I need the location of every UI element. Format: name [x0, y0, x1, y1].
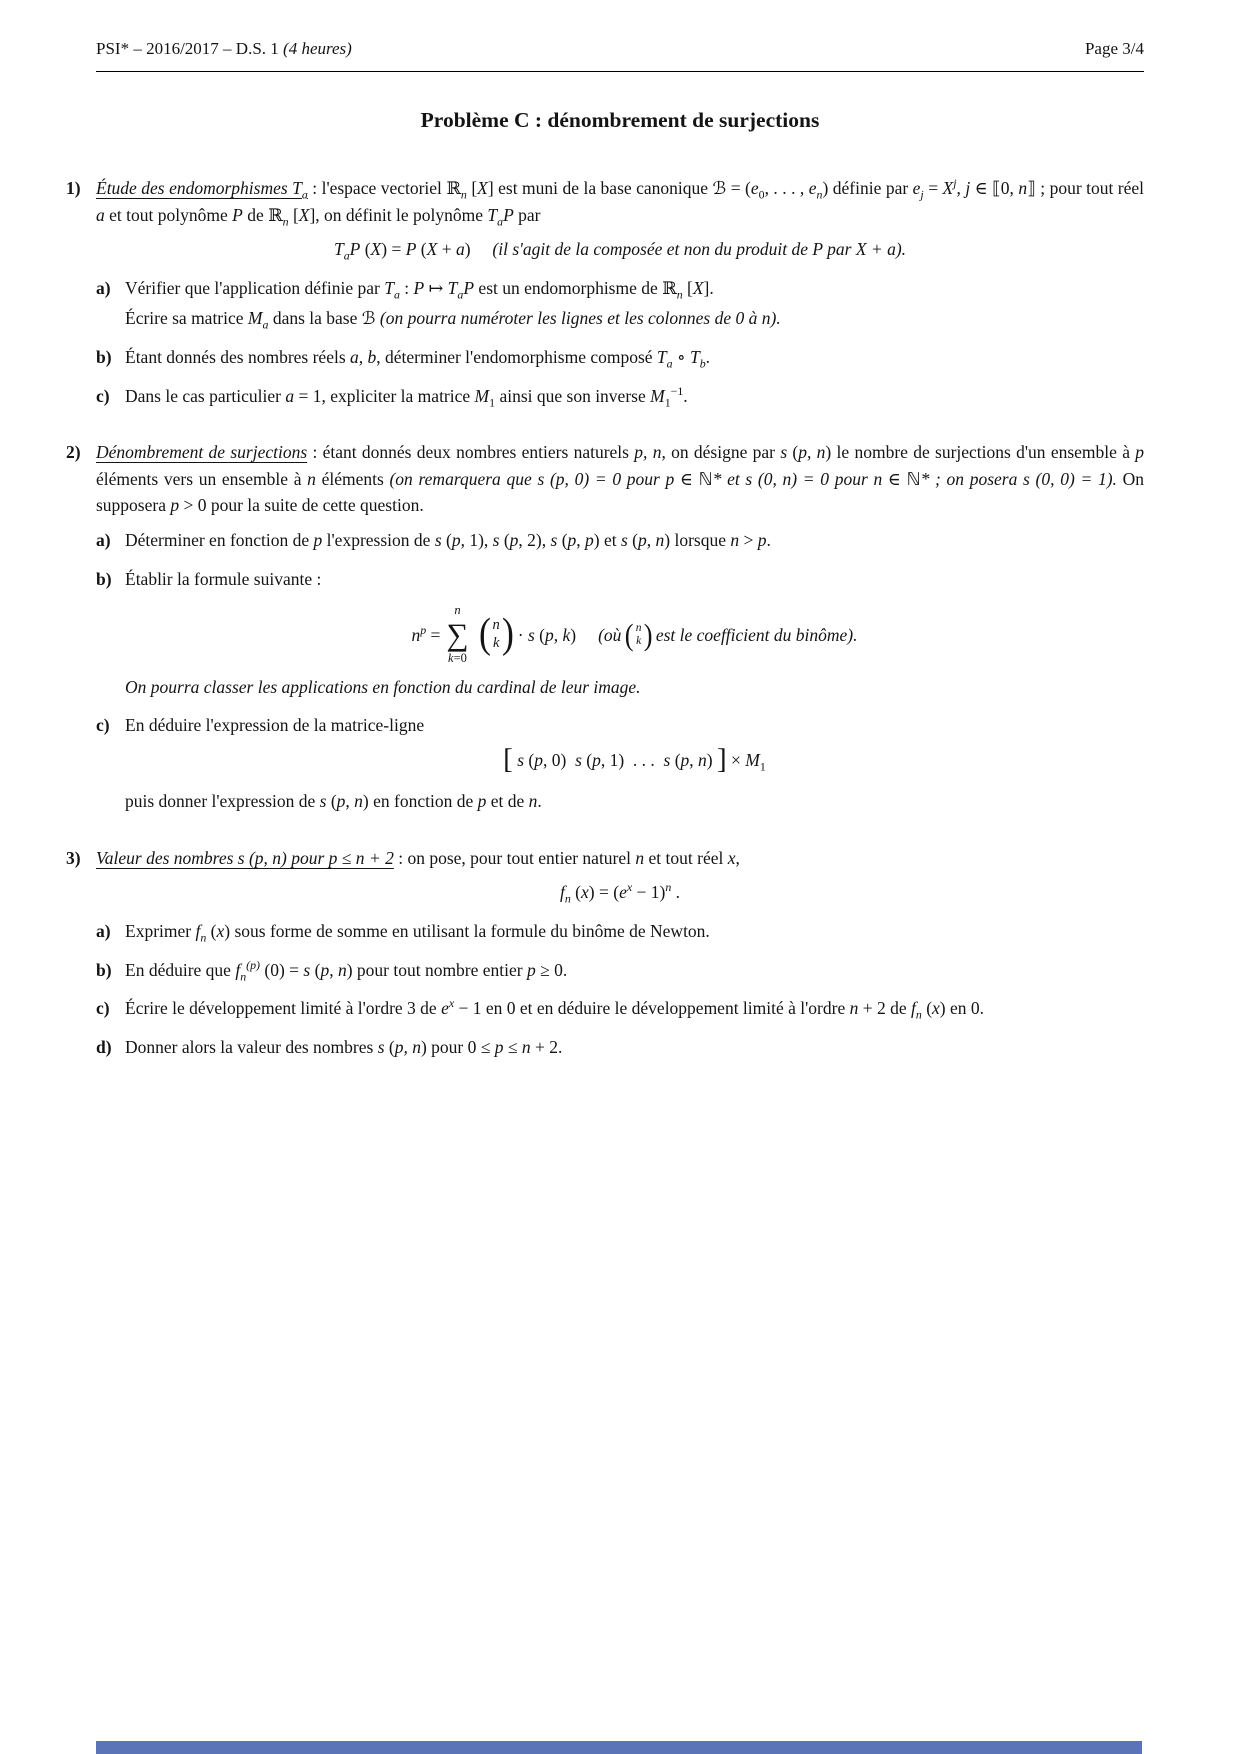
- binom-note-paren-open: (: [625, 617, 634, 653]
- q3-item-a: [96, 918, 1144, 949]
- question-1-intro: Étude des endomorphismes $T_a$ : l'espace vectoriel ℝ$_n$ [X] est muni de la base canonique ℬ = ($e_0$, . . . , $e_n$) définie par $e_j = X^j$, j ∈ ⟦0, n⟧ ; pour tout réel a et tout polynôme P de ℝ$_n$ [X], on définit le polynôme $T_aP$ par: [96, 176, 1145, 229]
- q2-item-c-body: [125, 712, 1144, 819]
- q2-item-b-label: b): [96, 568, 112, 589]
- binomial-coefficient: [478, 610, 515, 657]
- matrix-bracket-close: ]: [717, 743, 727, 776]
- q1-item-c-label: c): [96, 385, 110, 406]
- sum-lower-bound: k=0: [448, 650, 467, 665]
- question-1-formula: $T_aP$ (X) = P (X + a) (il s'agit de la composée et non du produit de P par X + a).: [333, 239, 907, 263]
- question-1-body: [96, 175, 1144, 421]
- q3-item-b-body: [125, 957, 1144, 988]
- matrix-times-m1: × $M_1$: [726, 749, 766, 774]
- q3-item-b: [96, 957, 1144, 988]
- binom-top: n: [492, 617, 500, 634]
- header-page-number: Page 3/4: [1084, 39, 1144, 58]
- question-3-body: [96, 845, 1144, 1073]
- q2-b-text: Établir la formule suivante :: [125, 568, 322, 589]
- q2-a-text: Déterminer en fonction de p l'expression de s (p, 1), s (p, 2), s (p, p) et s (p, n) lorsque n > p.: [125, 529, 771, 550]
- question-2-intro: Dénombrement de surjections : étant donnés deux nombres entiers naturels p, n, on désigne par s (p, n) le nombre de surjections d'un ensemble à p éléments vers un ensemble à n éléments (on remarquera que s (p, 0) = 0 pour p ∈ ℕ* et s (0, n) = 0 pour n ∈ ℕ* ; on posera s (0, 0) = 1). On supposera p > 0 pour la suite de cette question.: [96, 442, 1145, 516]
- q2-item-a-body: [125, 527, 1144, 558]
- q1-item-c-body: [125, 383, 1144, 414]
- q3-item-c: [96, 995, 1144, 1026]
- q3-item-a-body: [125, 918, 1144, 949]
- question-3-formula: $f_n$ $(x) = (e^x - 1)^n$ .: [559, 880, 681, 906]
- q3-item-a-label: a): [96, 921, 111, 942]
- q2-item-a-label: a): [96, 529, 111, 550]
- q2-item-a: [96, 527, 1144, 558]
- q3-b-text: En déduire que $f_n^{(p)}$ (0) = s (p, n) pour tout nombre entier p ≥ 0.: [125, 957, 568, 984]
- binom-bottom: k: [492, 634, 500, 651]
- q3-item-d-label: d): [96, 1036, 112, 1057]
- problem-title: Problème C : dénombrement de surjections: [420, 108, 820, 133]
- matrix-bracket-open: [: [503, 743, 513, 776]
- q1-c-text: Dans le cas particulier a = 1, expliciter la matrice $M_1$ ainsi que son inverse $M_1^{-1}$.: [125, 383, 688, 410]
- q1-item-c: [96, 383, 1144, 414]
- sigma-glyph: ∑: [446, 616, 469, 652]
- q1-item-b: [96, 344, 1144, 375]
- question-1-number: 1): [66, 178, 81, 198]
- formula-lhs: $n^p$ =: [411, 622, 441, 645]
- q2-b-after: On pourra classer les applications en fonction du cardinal de leur image.: [125, 676, 641, 697]
- q3-item-d-body: [125, 1034, 1144, 1065]
- q2-item-b-body: [125, 566, 1144, 705]
- q1-item-a-body: [125, 275, 1144, 336]
- q1-item-b-label: b): [96, 346, 112, 367]
- q2-b-sum-formula: [125, 604, 1144, 666]
- q2-c-line1: En déduire l'expression de la matrice-ligne: [125, 715, 425, 736]
- question-2-number: 2): [66, 442, 81, 463]
- summation-symbol: [446, 604, 468, 666]
- q2-item-c-label: c): [96, 715, 110, 736]
- question-3-intro: Valeur des nombres s (p, n) pour p ≤ n + 2 : on pose, pour tout entier naturel n et tout réel x,: [96, 847, 740, 868]
- sum-upper-bound: n: [454, 603, 461, 618]
- question-3-number: 3): [66, 847, 81, 868]
- page-header: [96, 36, 1144, 62]
- q1-b-text: Étant donnés des nombres réels a, b, déterminer l'endomorphisme composé $T_a$ ∘ $T_b$.: [125, 346, 711, 371]
- q2-c-matrix-formula: [125, 743, 1144, 776]
- q1-a-line2: Écrire sa matrice $M_a$ dans la base ℬ (on pourra numéroter les lignes et les colonnes de 0 à n).: [125, 308, 781, 332]
- q3-item-b-label: b): [96, 959, 112, 980]
- question-2: [66, 439, 1144, 827]
- matrix-entries: s (p, 0) s (p, 1) . . . s (p, n): [517, 749, 713, 770]
- scan-artifact-bar: [96, 1741, 1142, 1754]
- q3-d-text: Donner alors la valeur des nombres s (p, n) pour 0 ≤ p ≤ n + 2.: [125, 1036, 563, 1057]
- header-course-info: PSI* – 2016/2017 – D.S. 1 (4 heures): [96, 39, 352, 58]
- question-1: [66, 175, 1144, 421]
- q1-item-a: [96, 275, 1144, 336]
- header-rule: [96, 71, 1144, 73]
- binom-note-paren-close: ): [643, 617, 653, 653]
- formula-rhs: · s (p, k): [517, 624, 577, 645]
- q3-item-c-label: c): [96, 998, 110, 1019]
- q3-item-d: [96, 1034, 1144, 1065]
- question-2-body: [96, 439, 1144, 827]
- q2-item-b: [96, 566, 1144, 705]
- q3-c-text: Écrire le développement limité à l'ordre 3 de $e^x - 1$ en 0 et en déduire le développement limité à l'ordre n + 2 de $f_n$ (x) en 0.: [125, 996, 985, 1022]
- binomial-coefficient-note: [624, 617, 653, 653]
- question-3: [66, 845, 1144, 1073]
- q2-c-line2: puis donner l'expression de s (p, n) en fonction de p et de n.: [125, 791, 542, 812]
- q3-item-c-body: [125, 995, 1144, 1026]
- formula-note-open: (où: [598, 624, 622, 645]
- binom-paren-close: ): [501, 610, 514, 657]
- q3-a-text: Exprimer $f_n$ (x) sous forme de somme en utilisant la formule du binôme de Newton.: [125, 921, 710, 945]
- q1-item-a-label: a): [96, 277, 111, 298]
- binom-note-bottom: k: [636, 634, 642, 647]
- binom-paren-open: (: [478, 610, 491, 657]
- binom-note-top: n: [635, 621, 642, 634]
- q1-a-line1: Vérifier que l'application définie par $T_a$ : P ↦ $T_aP$ est un endomorphisme de ℝ$_n$ [X].: [125, 277, 714, 302]
- binom-stack: [493, 617, 500, 652]
- q1-item-b-body: [125, 344, 1144, 375]
- binom-note-stack: [636, 622, 642, 648]
- formula-note-close: est le coefficient du binôme).: [655, 624, 858, 645]
- q2-item-c: [96, 712, 1144, 819]
